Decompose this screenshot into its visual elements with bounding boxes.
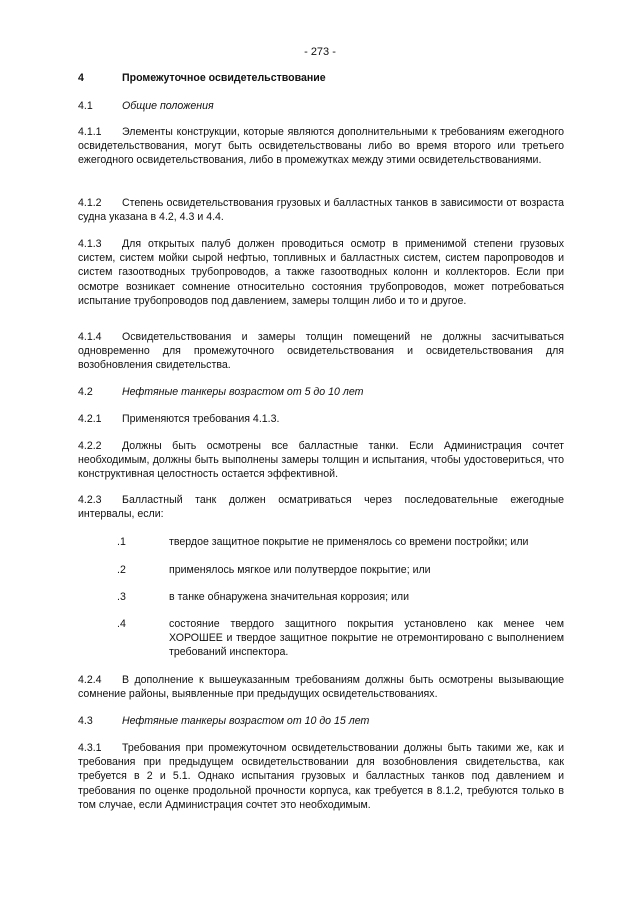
paragraph-4-1-4 [78,330,564,373]
paragraph-number: 4.2.3 [78,494,102,506]
page-number: - 273 - [304,46,336,58]
list-item-number: .2 [117,564,126,576]
paragraph-text: В дополнение к вышеуказанным требованиям должны быть осмотрены вызывающие сомнение районы, выявленные при предыдущих освидетельствованиях. [78,674,564,701]
paragraph-4-1-3 [78,237,564,308]
paragraph-number: 4.2.1 [78,413,102,425]
paragraph-text: Для открытых палуб должен проводиться осмотр в применимой степени грузовых систем, систем мойки сырой нефтью, топливных и балластных систем, систем паропроводов и систем газоотводных трубопроводов, а также газоотводных колонн и коллекторов. Если при осмотре возникает сомнение относительно состояния трубопроводов, может потребоваться испытание трубопроводов под давлением, замеры толщин либо и то и другое. [78,238,564,307]
paragraph-text: Освидетельствования и замеры толщин помещений не должны засчитываться одновременно для промежуточного освидетельствования и освидетельствования для возобновления свидетельства. [78,331,564,372]
list-item-text: применялось мягкое или полутвердое покрытие; или [169,564,431,576]
paragraph-text: Элементы конструкции, которые являются дополнительными к требованиям ежегодного освидетельствования, могут быть освидетельствованы либо во время второго или третьего ежегодного освидетельствования, либо в промежутках между этими освидетельствованиями. [78,126,564,167]
list-item-text: в танке обнаружена значительная коррозия; или [169,591,410,603]
paragraph-4-2-2 [78,439,564,482]
paragraph-4-2-3 [78,493,564,521]
subsection-title: Нефтяные танкеры возрастом от 10 до 15 лет [122,715,370,727]
list-item-text: состояние твердого защитного покрытия установлено как менее чем ХОРОШЕЕ и твердое защитное покрытие не отремонтировано с выполнением требований инспектора. [169,618,564,659]
list-item-number: .1 [117,536,126,548]
paragraph-text: Требования при промежуточном освидетельствовании должны быть такими же, как и требования при предыдущем освидетельствовании для возобновления свидетельства, как требуется в 2 и 5.1. Однако испытания грузовых и балластных танков под давлением и требования по оценке продольной прочности корпуса, как требуется в 8.1.2, требуются только в том случае, если Администрация сочтет это необходимым. [78,742,564,811]
subsection-heading-4-2 [78,385,564,399]
paragraph-4-1-2 [78,196,564,224]
paragraph-text: Степень освидетельствования грузовых и балластных танков в зависимости от возраста судна указана в 4.2, 4.3 и 4.4. [78,197,564,224]
paragraph-number: 4.1.1 [78,126,102,138]
subsection-title: Общие положения [122,100,214,112]
paragraph-number: 4.3.1 [78,742,102,754]
paragraph-number: 4.1.4 [78,331,102,343]
paragraph-4-2-4 [78,673,564,701]
paragraph-number: 4.2.2 [78,440,102,452]
subsection-title: Нефтяные танкеры возрастом от 5 до 10 лет [122,386,364,398]
list-item-3 [78,590,564,604]
list-item-1 [78,535,564,549]
list-item-number: .3 [117,591,126,603]
paragraph-text: Применяются требования 4.1.3. [122,413,280,425]
paragraph-4-2-1 [78,412,564,426]
subsection-number: 4.3 [78,715,93,727]
paragraph-4-1-1 [78,125,564,168]
subsection-number: 4.2 [78,386,93,398]
section-heading [78,71,564,85]
list-item-number: .4 [117,618,126,630]
paragraph-number: 4.1.2 [78,197,102,209]
paragraph-number: 4.2.4 [78,674,102,686]
section-number: 4 [78,72,84,84]
paragraph-4-3-1 [78,741,564,812]
section-title: Промежуточное освидетельствование [122,72,326,84]
subsection-number: 4.1 [78,100,93,112]
paragraph-text: Должны быть осмотрены все балластные танки. Если Администрация сочтет необходимым, должны быть выполнены замеры толщин и испытания, чтобы удостовериться, что конструктивная целостность остается эффективной. [78,440,564,481]
list-item-4 [78,617,564,660]
paragraph-number: 4.1.3 [78,238,102,250]
paragraph-text: Балластный танк должен осматриваться через последовательные ежегодные интервалы, если: [78,494,564,521]
subsection-heading-4-3 [78,714,564,728]
subsection-heading-4-1 [78,99,564,113]
list-item-2 [78,563,564,577]
list-item-text: твердое защитное покрытие не применялось со времени постройки; или [169,536,529,548]
